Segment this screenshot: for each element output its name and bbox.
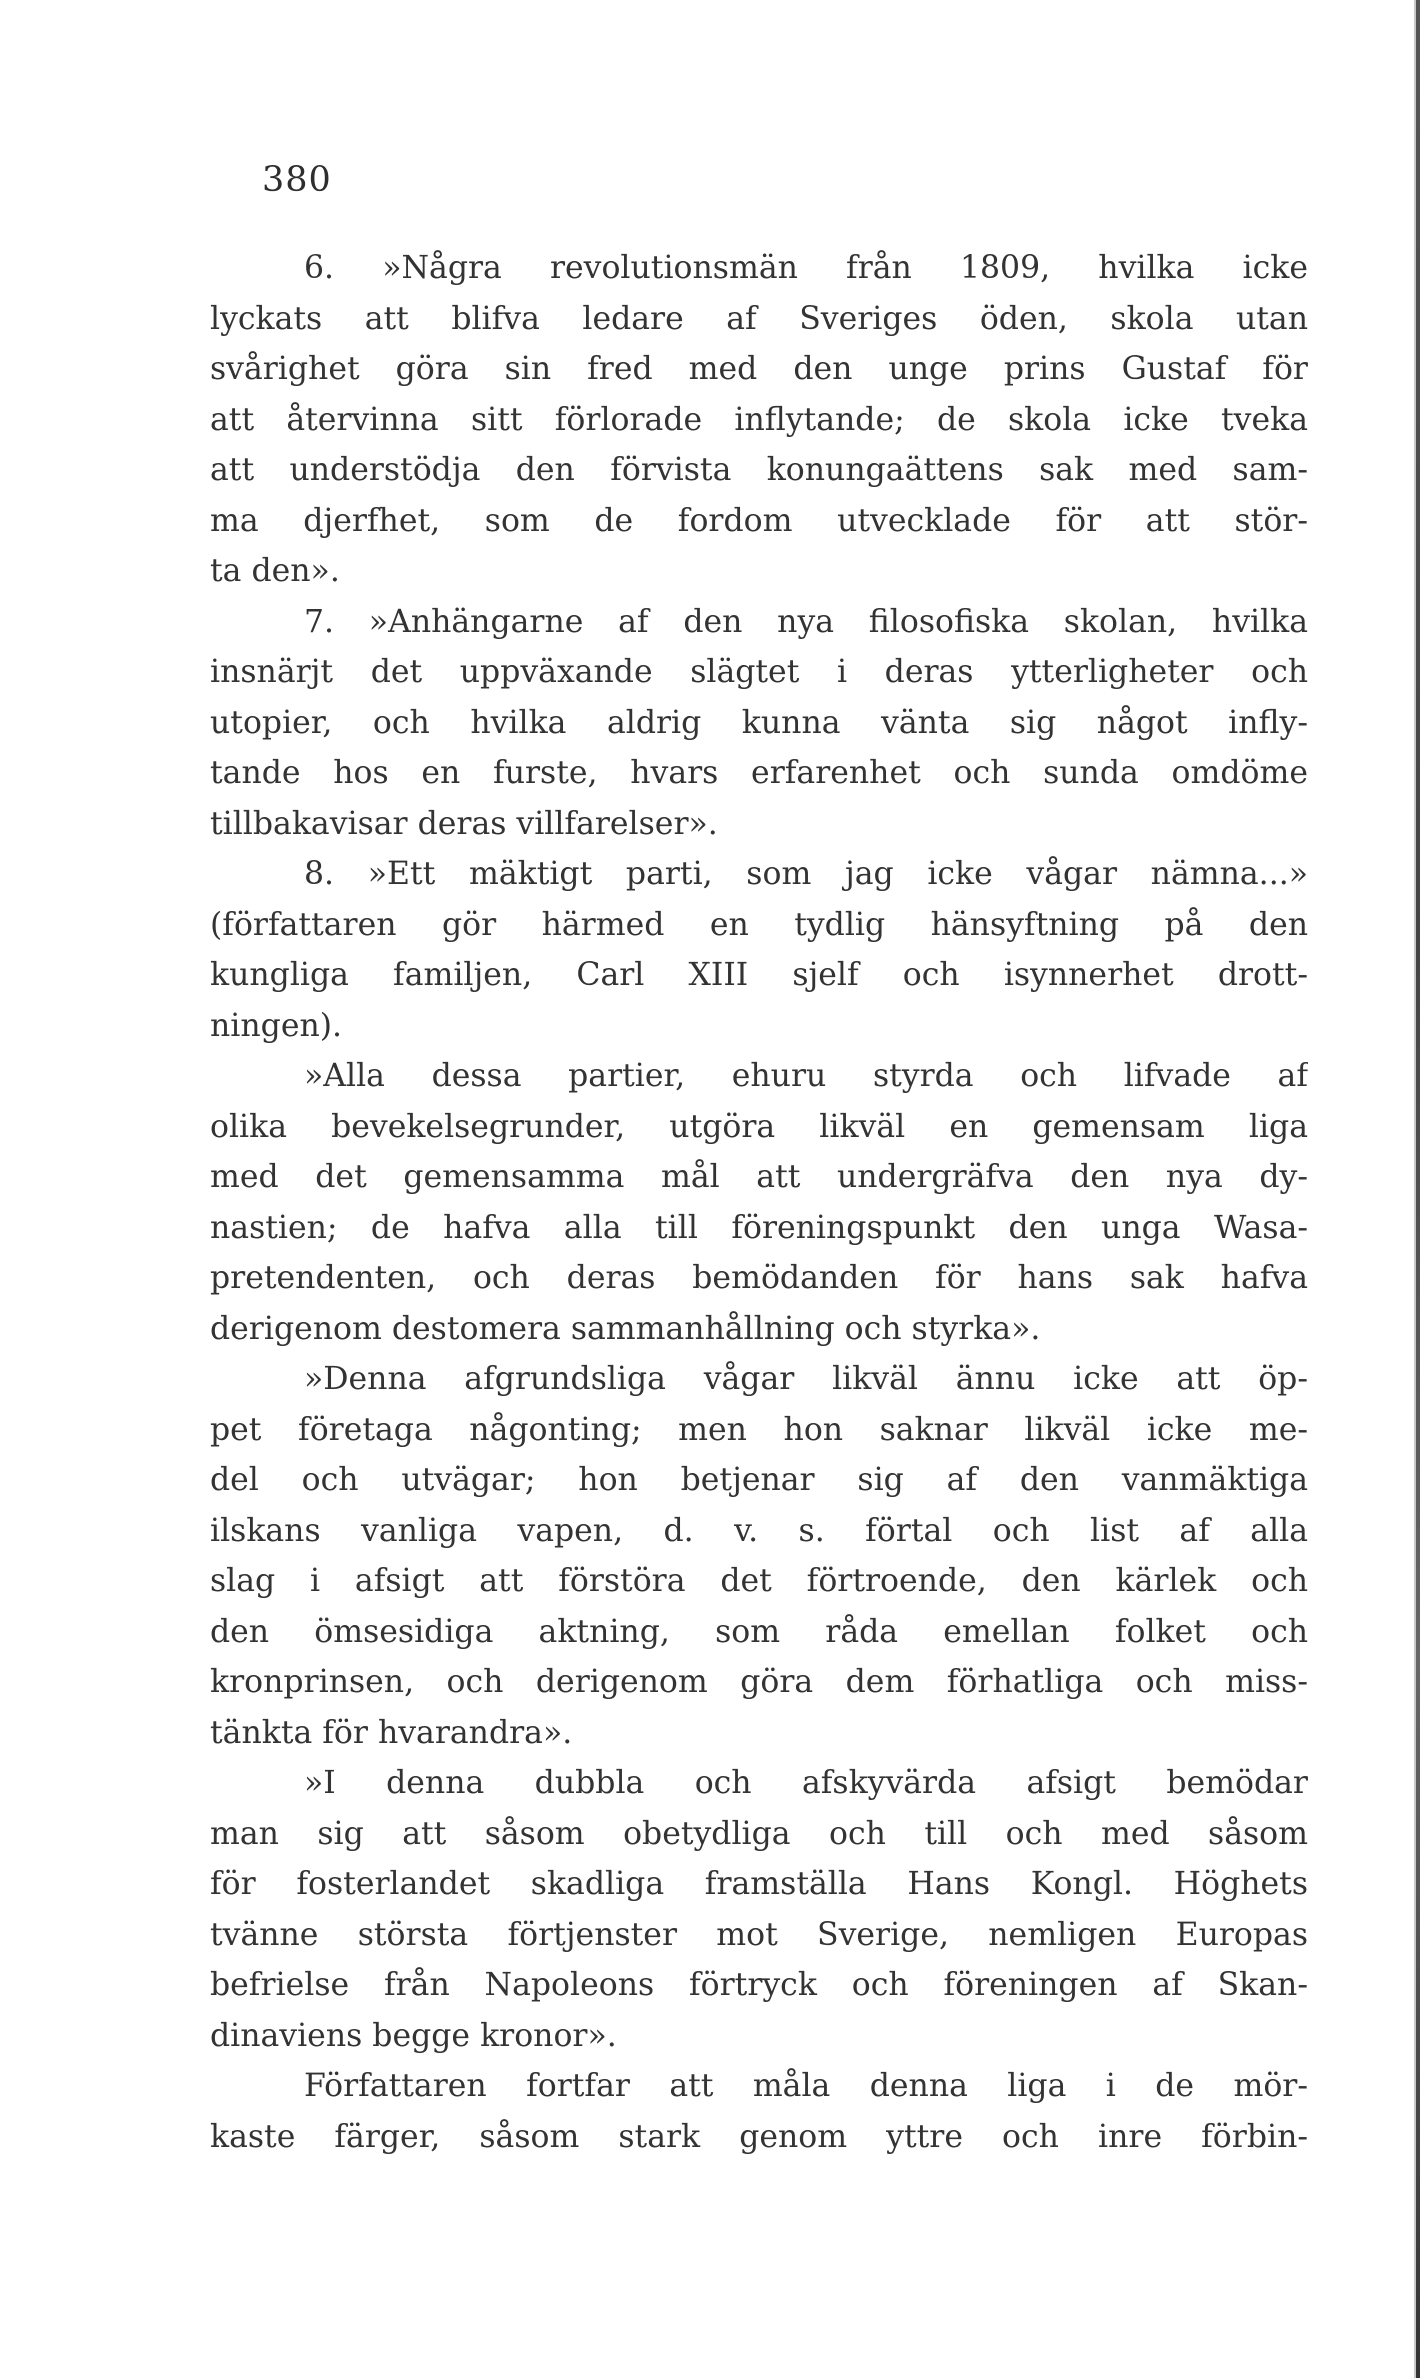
body-text <box>210 243 1308 2162</box>
text-line: dinaviens begge kronor». <box>210 2017 617 2054</box>
text-line: att återvinna sitt förlorade inflytande; de skola icke tveka <box>210 401 1308 438</box>
text-line: utopier, och hvilka aldrig kunna vänta sig något infly- <box>210 704 1308 741</box>
text-line: pretendenten, och deras bemödanden för hans sak hafva <box>210 1260 1308 1296</box>
text-line: tänkta för hvarandra». <box>210 1714 573 1751</box>
text-line: för fosterlandet skadliga framställa Hans Kongl. Höghets <box>210 1866 1308 1902</box>
text-line: kaste färger, såsom stark genom yttre och inre förbin- <box>210 2118 1308 2155</box>
text-line: ilskans vanliga vapen, d. v. s. förtal och list af alla <box>210 1512 1308 1549</box>
text-line: att understödja den förvista konungaättens sak med sam- <box>210 452 1308 488</box>
text-line: »Denna afgrundsliga vågar likväl ännu icke att öp- <box>304 1361 1308 1397</box>
text-line: tvänne största förtjenster mot Sverige, nemligen Europas <box>210 1916 1308 1953</box>
page-number: 380 <box>262 160 332 200</box>
text-line: pet företaga någonting; men hon saknar likväl icke me- <box>210 1411 1308 1448</box>
text-line: befrielse från Napoleons förtryck och föreningen af Skan- <box>210 1967 1308 2003</box>
text-line: den ömsesidiga aktning, som råda emellan folket och <box>210 1613 1308 1650</box>
text-line: nastien; de hafva alla till föreningspunkt den unga Wasa- <box>210 1209 1308 1246</box>
text-line: Författaren fortfar att måla denna liga i de mör- <box>304 2068 1308 2104</box>
text-line: man sig att såsom obetydliga och till och med såsom <box>210 1815 1308 1852</box>
text-line: »Alla dessa partier, ehuru styrda och lifvade af <box>304 1058 1308 1094</box>
text-line: kungliga familjen, Carl XIII sjelf och isynnerhet drott- <box>210 957 1308 993</box>
text-line: slag i afsigt att förstöra det förtroende, den kärlek och <box>210 1563 1308 1599</box>
text-line: kronprinsen, och derigenom göra dem förhatliga och miss- <box>210 1664 1308 1700</box>
text-line: svårighet göra sin fred med den unge prins Gustaf för <box>210 351 1308 387</box>
text-line: ma djerfhet, som de fordom utvecklade för att stör- <box>210 502 1308 539</box>
text-line: del och utvägar; hon betjenar sig af den vanmäktiga <box>210 1462 1308 1498</box>
text-line: (författaren gör härmed en tydlig hänsyftning på den <box>210 906 1308 943</box>
text-line: tillbakavisar deras villfarelser». <box>210 805 718 842</box>
text-line: 7. »Anhängarne af den nya filosofiska skolan, hvilka <box>304 603 1308 640</box>
book-spine-edge <box>1416 0 1420 2378</box>
text-line: olika bevekelsegrunder, utgöra likväl en gemensam liga <box>210 1108 1308 1145</box>
text-line: »I denna dubbla och afskyvärda afsigt bemödar <box>304 1765 1308 1801</box>
text-line: 6. »Några revolutionsmän från 1809, hvilka icke <box>304 250 1308 286</box>
text-line: 8. »Ett mäktigt parti, som jag icke vågar nämna...» <box>304 856 1308 892</box>
text-line: ningen). <box>210 1007 343 1044</box>
text-line: ta den». <box>210 553 340 589</box>
text-line: tande hos en furste, hvars erfarenhet och sunda omdöme <box>210 755 1308 791</box>
text-line: med det gemensamma mål att undergräfva den nya dy- <box>210 1159 1308 1195</box>
text-line: derigenom destomera sammanhållning och styrka». <box>210 1310 1041 1347</box>
text-line: lyckats att blifva ledare af Sveriges öden, skola utan <box>210 300 1308 337</box>
text-line: insnärjt det uppväxande slägtet i deras ytterligheter och <box>210 654 1308 690</box>
